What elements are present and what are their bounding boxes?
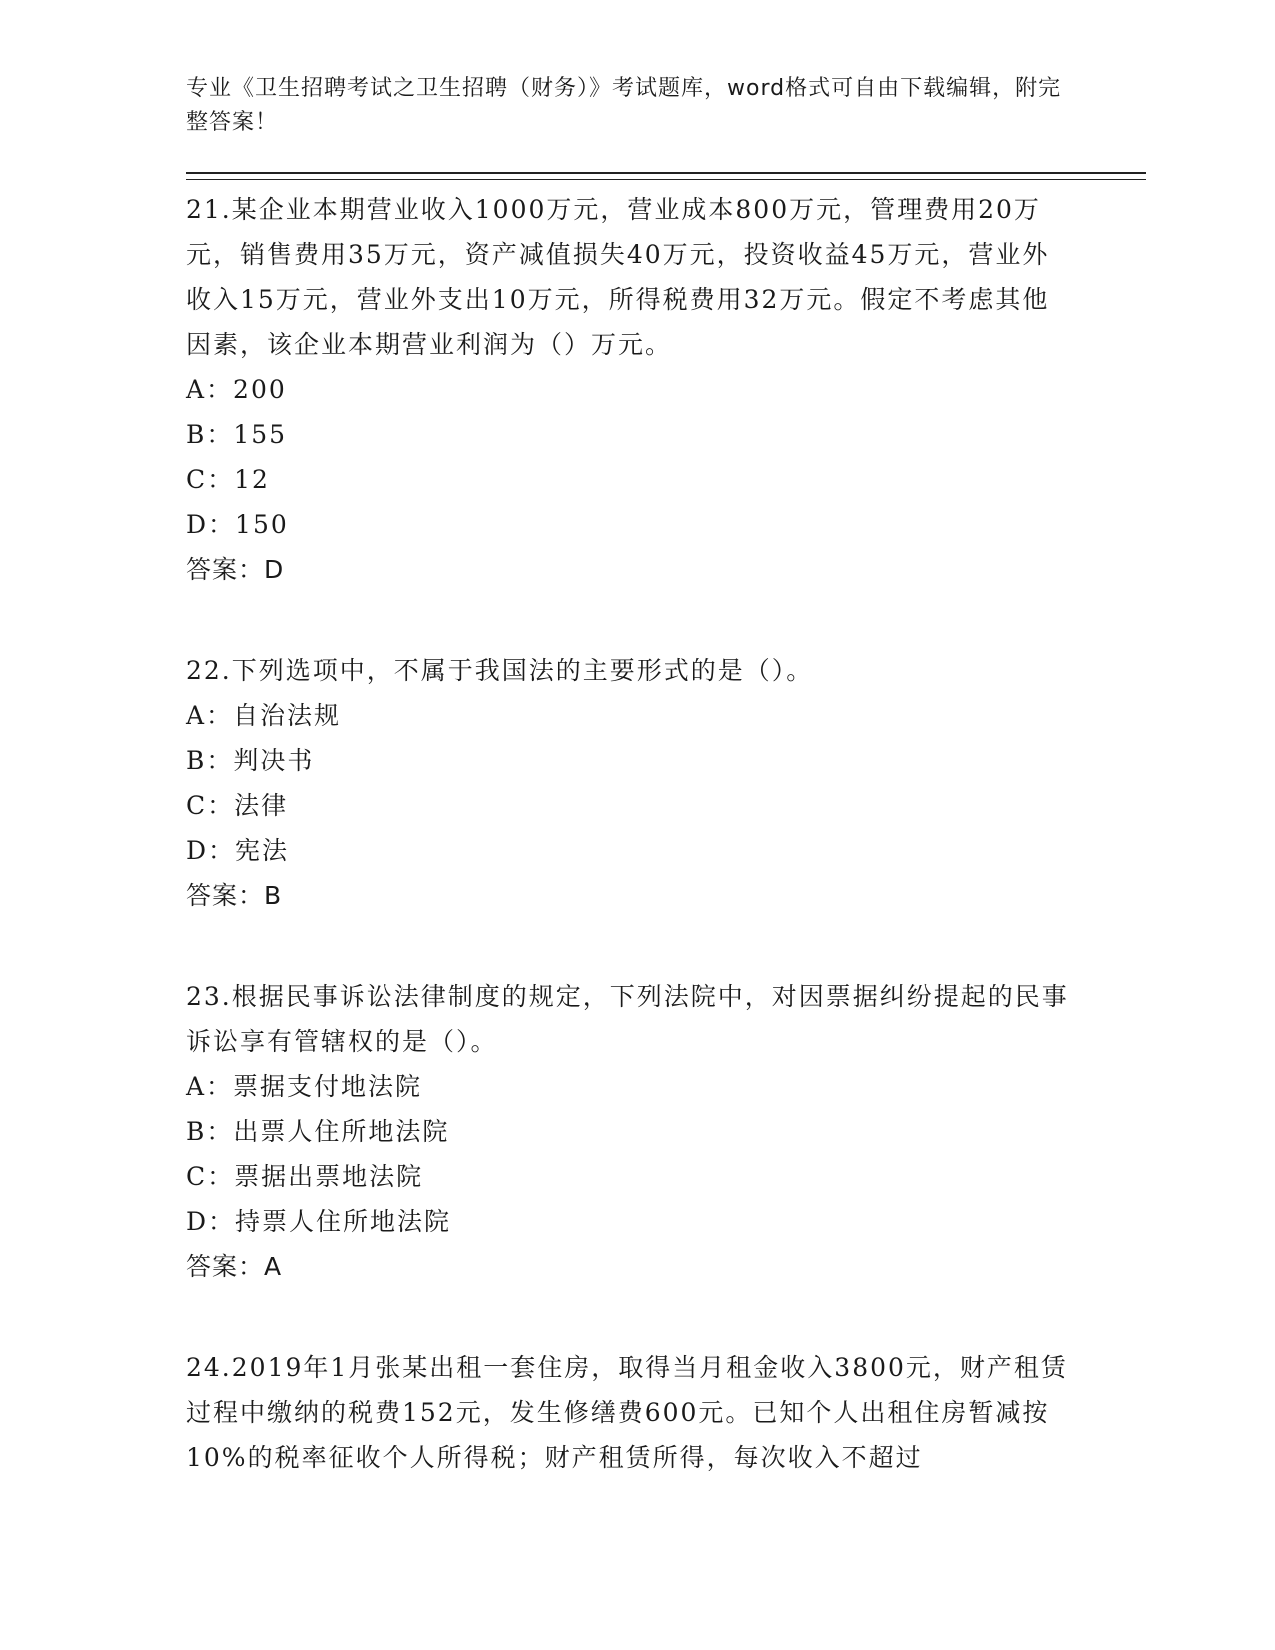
option-b: B：出票人住所地法院 <box>186 1117 450 1146</box>
header-divider-thin <box>186 179 1146 180</box>
question-text: 24.2019年1月张某出租一套住房，取得当月租金收入3800元，财产租赁过程中缴纳的税费152元，发生修缮费600元。已知个人出租住房暂减按10%的税率征收个人所得税；财产租赁所得，每次收入不超过 <box>186 1353 1068 1472</box>
option-c: C：票据出票地法院 <box>186 1162 424 1191</box>
question-23 <box>186 974 1076 1289</box>
question-text: 22.下列选项中，不属于我国法的主要形式的是（）。 <box>186 656 814 685</box>
option-b: B：155 <box>186 420 288 449</box>
option-c: C：12 <box>186 465 270 494</box>
option-a: A：票据支付地法院 <box>186 1072 423 1101</box>
option-b: B：判决书 <box>186 746 315 775</box>
question-24 <box>186 1345 1076 1480</box>
option-c: C：法律 <box>186 791 289 820</box>
question-21 <box>186 187 1076 592</box>
question-22 <box>186 648 1076 918</box>
option-a: A：自治法规 <box>186 701 342 730</box>
answer: 答案：B <box>186 881 283 910</box>
answer: 答案：A <box>186 1252 283 1281</box>
option-d: D：持票人住所地法院 <box>186 1207 452 1236</box>
option-d: D：宪法 <box>186 836 290 865</box>
question-text: 23.根据民事诉讼法律制度的规定，下列法院中，对因票据纠纷提起的民事诉讼享有管辖权的是（）。 <box>186 982 1069 1056</box>
question-text: 21.某企业本期营业收入1000万元，营业成本800万元，管理费用20万元，销售费用35万元，资产减值损失40万元，投资收益45万元，营业外收入15万元，营业外支出10万元，所得税费用32万元。假定不考虑其他因素，该企业本期营业利润为（）万元。 <box>186 195 1050 359</box>
answer: 答案：D <box>186 555 285 584</box>
option-a: A：200 <box>186 375 287 404</box>
header-divider-thick <box>186 172 1146 174</box>
question-list <box>186 187 1076 1536</box>
document-header: 专业《卫生招聘考试之卫生招聘（财务）》考试题库，word格式可自由下载编辑，附完整答案！ <box>186 76 1062 135</box>
option-d: D：150 <box>186 510 289 539</box>
